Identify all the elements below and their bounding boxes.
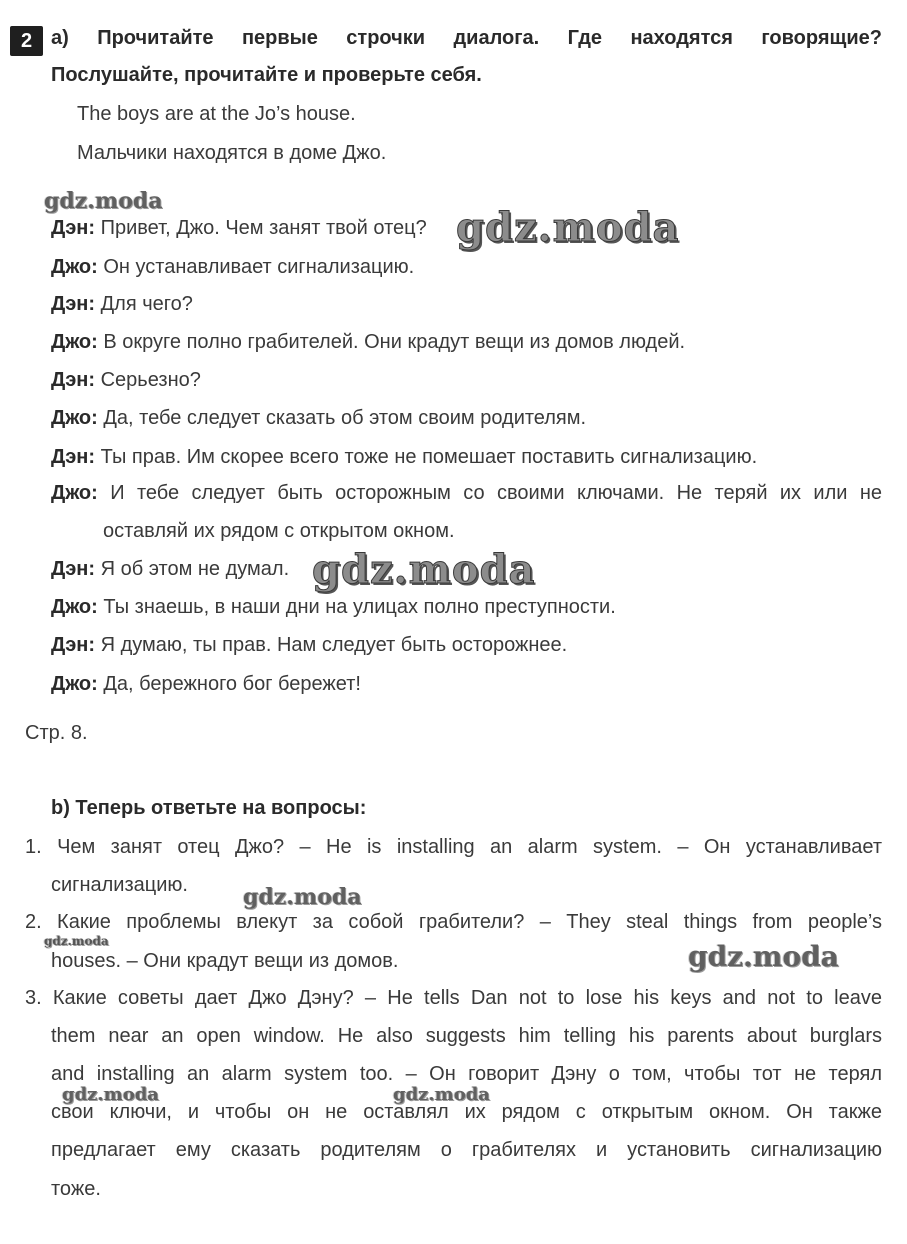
line-text: Ты знаешь, в наши дни на улицах полно преступности. [103,596,616,618]
speaker: Дэн: [51,634,96,656]
dialogue-line [51,482,882,505]
speaker: Джо: [51,407,98,429]
speaker: Дэн: [51,293,96,315]
line-text: Для чего? [100,293,193,315]
dialogue-line [51,634,567,657]
task-a-heading: a) Прочитайте первые строчки диалога. Где находятся говорящие? [51,27,882,49]
question-3-line: свои ключи, и чтобы он не оставлял их рядом с открытым окном. Он также [51,1101,882,1123]
dialogue-line [51,407,586,430]
watermark: gdz.moda [312,546,536,593]
watermark: gdz.moda [62,1084,159,1105]
question-1-line: сигнализацию. [51,874,188,896]
speaker: Дэн: [51,217,96,239]
line-text: Привет, Джо. Чем занят твой отец? [100,217,427,239]
line-text: И тебе следует быть осторожным со своими ключами. Не теряй их или не [110,482,882,504]
dialogue-line [51,293,193,316]
question-2-line: houses. – Они крадут вещи из домов. [51,950,399,972]
watermark: gdz.moda [393,1084,490,1105]
speaker: Дэн: [51,446,96,468]
question-3-line: them near an open window. He also suggests him telling his parents about burglars [51,1025,882,1047]
dialogue-line [51,446,757,469]
line-text: Ты прав. Им скорее всего тоже не помешает поставить сигнализацию. [100,446,758,468]
answer-russian: Мальчики находятся в доме Джо. [77,142,387,164]
line-text: В округе полно грабителей. Они крадут вещи из домов людей. [103,331,686,353]
speaker: Дэн: [51,558,96,580]
task-a-subheading: Послушайте, прочитайте и проверьте себя. [51,64,482,86]
speaker: Джо: [51,256,98,278]
line-text: Серьезно? [100,369,201,391]
speaker: Джо: [51,596,98,618]
dialogue-line [51,331,685,354]
line-text: Я об этом не думал. [100,558,290,580]
dialogue-line [51,673,361,696]
question-3-line: предлагает ему сказать родителям о грабителях и установить сигнализацию [51,1139,882,1161]
question-3-line: and installing an alarm system too. – Он говорит Дэну о том, чтобы тот не терял [51,1063,882,1085]
question-3-line: 3. Какие советы дает Джо Дэну? – He tells Dan not to lose his keys and not to leave [25,987,882,1009]
speaker: Джо: [51,482,98,504]
watermark: gdz.moda [243,884,362,910]
question-2-line: 2. Какие проблемы влекут за собой грабители? – They steal things from people’s [25,911,882,933]
question-1-line: 1. Чем занят отец Джо? – He is installing an alarm system. – Он устанавливает [25,836,882,858]
task-b-heading: b) Теперь ответьте на вопросы: [51,797,367,819]
line-text: Да, тебе следует сказать об этом своим родителям. [103,407,587,429]
line-text: Я думаю, ты прав. Нам следует быть осторожнее. [100,634,568,656]
dialogue-line [51,596,616,619]
line-text: Он устанавливает сигнализацию. [103,256,415,278]
dialogue-line-continuation: оставляй их рядом с открытом окном. [103,520,455,542]
watermark: gdz.moda [44,188,163,214]
answer-english: The boys are at the Jo’s house. [77,103,356,125]
watermark: gdz.moda [688,940,839,973]
dialogue-line [51,256,414,279]
dialogue-line [51,558,289,581]
question-3-line: тоже. [51,1178,101,1200]
task-number-badge: 2 [10,26,43,56]
page-reference: Стр. 8. [25,722,88,744]
speaker: Джо: [51,673,98,695]
line-text: Да, бережного бог бережет! [103,673,361,695]
speaker: Дэн: [51,369,96,391]
watermark: gdz.moda [44,934,109,948]
dialogue-line [51,369,201,392]
watermark: gdz.moda [456,204,680,251]
speaker: Джо: [51,331,98,353]
dialogue-line [51,217,427,240]
